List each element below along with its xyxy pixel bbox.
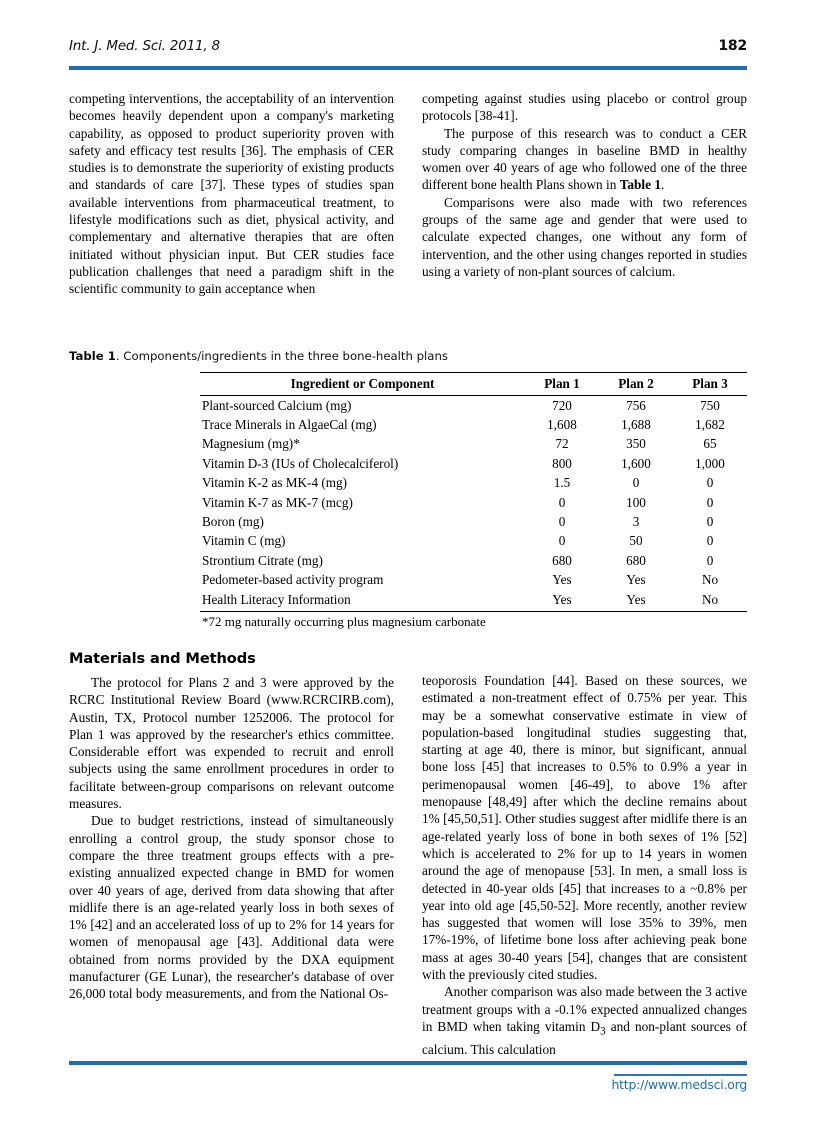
table-row [200, 532, 747, 551]
cell-plan-1: 1.5 [553, 475, 571, 491]
table-row [200, 396, 747, 416]
footer-rule [69, 1061, 747, 1065]
cell-plan-3: No [673, 590, 747, 611]
table-row [200, 454, 747, 473]
cell-plan-3: 0 [706, 494, 714, 510]
cell-plan-1: 720 [552, 397, 572, 413]
vitamin-d3-subscript: 3 [600, 1025, 606, 1038]
lower-left-column [69, 650, 394, 1058]
paragraph-methods-right-1: teoporosis Foundation [44]. Based on these sources, we estimated a non-treatment effect of 0.75% per year. This may be a somewhat conservative estimate in view of population-based longitudinal studies suggesting that, starting at age 40, there is minor, but significant, annual bone loss [45] that increases to 0.5% to 0.9% a year in perimenopausal women [46-49], to above 1% after menopause [48,49] after which the decline remains about 1% [45,50,51]. Other studies suggest after midlife there is an age-related yearly loss of bone in both sexes of 1% [52] which is accelerated to 2% for up to 14 years in women around the age of menopause [53]. In men, a small loss is detected in 40-year olds [45] that increases to a ~0.8% per year into old age [45,50-52]. More recently, another review has suggested that women will lose 35% to 39%, men 17%-19%, of lifetime bone loss after achieving peak bone mass at ages 30-40 years [54], changes that are consistent with the previously cited studies. [422, 673, 747, 983]
journal-reference: Int. J. Med. Sci. 2011, 8 [69, 38, 220, 54]
table-1-block [69, 349, 747, 630]
cell-plan-3: 0 [706, 552, 714, 568]
cell-plan-2: 756 [626, 397, 646, 413]
cell-ingredient: Plant-sourced Calcium (mg) [202, 397, 352, 413]
cell-plan-2: 100 [626, 494, 646, 510]
cell-ingredient: Strontium Citrate (mg) [202, 552, 323, 568]
paragraph-methods-left-1: The protocol for Plans 2 and 3 were approved by the RCRC Institutional Review Board (www.RCRCIRB.com), Austin, TX, Protocol number 1252006. The protocol for Plan 1 was approved by the researcher's ethics committee. Considerable effort was expended to recruit and enroll subjects using the same enrollment procedures in order to facilitate between-group comparisons on relevant outcome measures. [69, 675, 394, 812]
header-rule [69, 66, 747, 70]
cell-plan-1: 1,608 [547, 416, 577, 432]
table-1-caption [69, 349, 747, 364]
table-1-reference: Table 1 [619, 177, 661, 193]
cell-plan-2: Yes [599, 590, 673, 611]
table-row [200, 435, 747, 454]
cell-plan-2: 0 [632, 475, 640, 491]
table-row [200, 474, 747, 493]
footer-url-rule [614, 1074, 747, 1076]
cell-plan-1: 0 [558, 494, 566, 510]
cell-plan-3: 1,000 [695, 455, 725, 471]
cell-plan-3: 750 [700, 397, 720, 413]
table-row [200, 415, 747, 434]
cell-plan-1: 680 [552, 552, 572, 568]
page-number: 182 [718, 38, 747, 54]
footer-url-link[interactable]: http://www.medsci.org [611, 1077, 747, 1092]
paragraph-methods-right-2-part-a: Another comparison was also made between the 3 active treatment groups with a -0.1% expected annualized changes in BMD when taking vitamin D [422, 984, 747, 1034]
cell-plan-1: 800 [552, 455, 572, 471]
cell-plan-2: 680 [626, 552, 646, 568]
table-1-caption-label: Table 1 [69, 349, 116, 363]
cell-ingredient: Vitamin K-2 as MK-4 (mg) [202, 475, 347, 491]
cell-plan-3: 65 [703, 436, 717, 452]
cell-ingredient: Trace Minerals in AlgaeCal (mg) [202, 416, 377, 432]
paragraph-right-2-part-a: The purpose of this research was to conduct a CER study comparing changes in baseline BMD in healthy women over 40 years of age who followed one of the three different bone health Plans shown in [422, 125, 747, 193]
table-row [200, 571, 747, 590]
paragraph-right-2 [422, 125, 747, 194]
column-header-plan-3: Plan 3 [673, 373, 747, 396]
table-row [200, 551, 747, 570]
cell-plan-1: Yes [552, 572, 572, 588]
cell-plan-3: 0 [706, 475, 714, 491]
paragraph-right-3: Comparisons were also made with two references groups of the same age and gender that were used to calculate expected changes, one without any form of intervention, and the other using changes reported in studies using a variety of non-plant sources of calcium. [422, 194, 747, 279]
upper-left-column [69, 90, 394, 298]
table-1-body [200, 396, 747, 612]
cell-ingredient: Magnesium (mg)* [202, 436, 300, 452]
upper-columns [69, 90, 747, 298]
lower-right-column [422, 650, 747, 1058]
cell-plan-3: 0 [706, 533, 714, 549]
paragraph-methods-right-2 [422, 983, 747, 1058]
paragraph-left-1: competing interventions, the acceptability of an intervention becomes heavily dependent upon a company's marketing capability, as opposed to product superiority proven with safety and efficacy test results [36]. The emphasis of CER studies is to demonstrate the superiority of existing products and standards of care [37]. These types of studies span available interventions from pharmaceutical treatment, to lifestyle modifications such as diet, physical activity, and complementary and alternative therapies that are often initiated without physician input. But CER studies face publication challenges that need a paradigm shift in the scientific community to gain acceptance when [69, 91, 394, 297]
table-1-head [200, 373, 747, 396]
cell-plan-2: 50 [629, 533, 643, 549]
cell-ingredient: Vitamin C (mg) [202, 533, 286, 549]
cell-plan-1: 0 [558, 533, 566, 549]
cell-plan-2: 3 [632, 513, 640, 529]
table-row [200, 590, 747, 611]
table-row [200, 512, 747, 531]
column-top-spacer [422, 650, 747, 672]
running-head [69, 38, 747, 54]
cell-plan-2: 1,688 [621, 416, 651, 432]
cell-ingredient: Health Literacy Information [200, 590, 525, 611]
paragraph-methods-left-2: Due to budget restrictions, instead of simultaneously enrolling a control group, the study sponsor chose to compare the three treatment groups effects with a pre-existing annualized expected change in BMD for women over 40 years of age, derived from data showing that after midlife there is an age-related yearly loss in both sexes of 1% [42] and an accelerated loss of up to 2% for 14 years for women of menopausal age [43]. Additional data were obtained from norms provided by the DXA equipment manufacturer (GE Lunar), the researcher's database of over 26,000 total body measurements, and from the National Os- [69, 813, 394, 1002]
upper-right-column [422, 90, 747, 298]
cell-plan-2: Yes [626, 572, 646, 588]
section-heading-materials-and-methods: Materials and Methods [69, 650, 256, 667]
cell-plan-1: Yes [525, 590, 599, 611]
paragraph-methods-right-2-part-b: and non-plant sources of calcium. This calculation [422, 1018, 747, 1057]
lower-columns [69, 650, 747, 1058]
cell-plan-1: 72 [555, 436, 569, 452]
column-header-ingredient: Ingredient or Component [200, 373, 525, 396]
cell-plan-2: 1,600 [621, 455, 651, 471]
table-1-footnote: *72 mg naturally occurring plus magnesium carbonate [202, 613, 486, 629]
column-header-plan-1: Plan 1 [525, 373, 599, 396]
cell-plan-3: No [701, 572, 719, 588]
cell-ingredient: Vitamin K-7 as MK-7 (mcg) [202, 494, 353, 510]
column-header-plan-2: Plan 2 [599, 373, 673, 396]
cell-ingredient: Pedometer-based activity program [202, 572, 384, 588]
table-row [200, 493, 747, 512]
cell-plan-3: 1,682 [695, 416, 725, 432]
paragraph-right-1: competing against studies using placebo or control group protocols [38-41]. [422, 91, 747, 124]
cell-plan-3: 0 [706, 513, 714, 529]
cell-ingredient: Vitamin D-3 (IUs of Cholecalciferol) [202, 455, 399, 471]
paragraph-right-2-part-b: . [660, 177, 665, 193]
cell-plan-1: 0 [558, 513, 566, 529]
cell-ingredient: Boron (mg) [202, 513, 264, 529]
table-1 [200, 372, 747, 612]
cell-plan-2: 350 [626, 436, 646, 452]
table-1-caption-text: . Components/ingredients in the three bone-health plans [115, 349, 448, 363]
table-header-row [200, 373, 747, 396]
